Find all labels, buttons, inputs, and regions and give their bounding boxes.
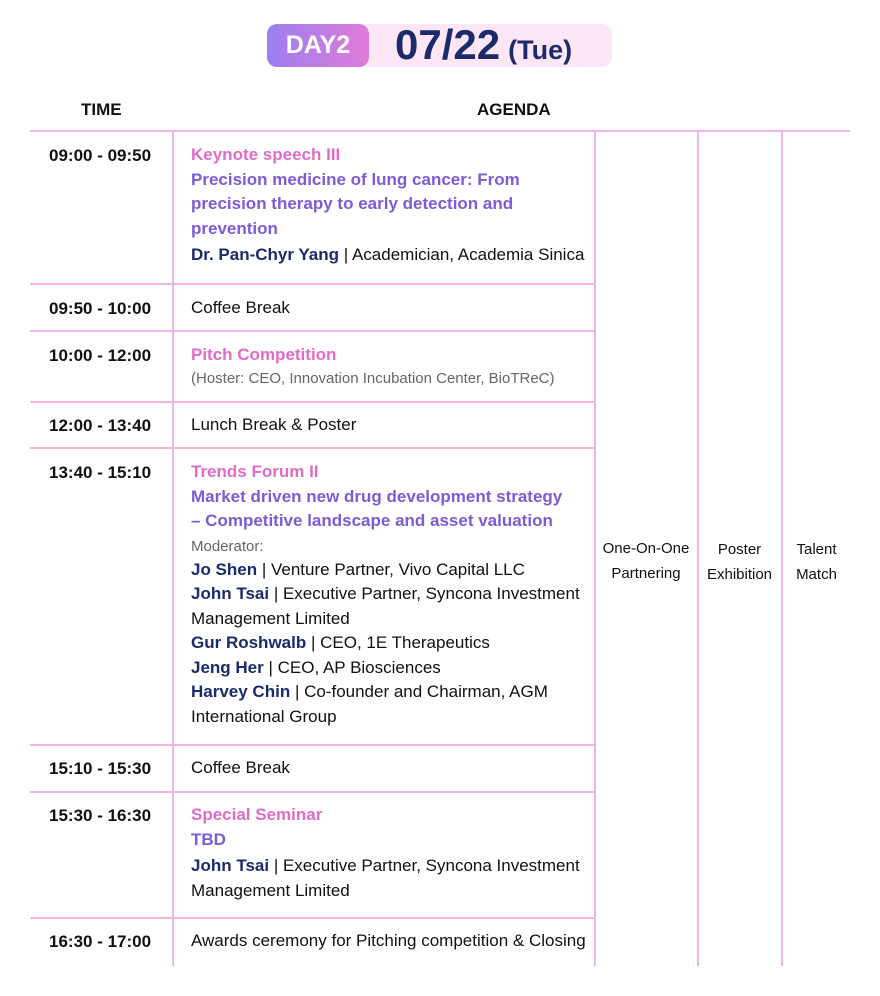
talent-column: [783, 538, 850, 587]
time-slot: 12:00 - 13:40: [49, 416, 152, 435]
session-title: Trends Forum II: [191, 462, 319, 481]
date-heading: [395, 21, 572, 69]
speaker: [191, 656, 591, 681]
session-title: Keynote speech III: [191, 145, 341, 164]
partnering-column: [597, 537, 695, 586]
weekday-text: (Tue): [508, 35, 573, 65]
speaker-title: | Executive Partner, Syncona Investment Management Limited: [191, 856, 580, 900]
agenda-cell: [191, 143, 591, 268]
session-topic-line: Market driven new drug development strategy: [191, 486, 563, 506]
session-note: (Hoster: CEO, Innovation Incubation Center, BioTReC): [191, 369, 555, 387]
agenda-column-header: AGENDA: [477, 100, 551, 119]
session-topic-line: – Competitive landscape and asset valuation: [191, 511, 553, 530]
agenda-column-divider: [594, 130, 596, 966]
speaker-title: | CEO, AP Biosciences: [268, 657, 441, 677]
row-divider: [30, 401, 594, 403]
side-label-line: One-On-One: [602, 540, 690, 557]
time-slot: 16:30 - 17:00: [49, 932, 152, 951]
agenda-cell: [191, 803, 591, 903]
speaker-title: | CEO, 1E Therapeutics: [310, 633, 490, 652]
table-top-border: [30, 130, 850, 132]
speaker: [191, 582, 591, 631]
side-label-line: Partnering: [611, 564, 681, 582]
speaker-title: | Co-founder and Chairman, AGM International Group: [191, 682, 548, 726]
poster-column: [699, 538, 780, 587]
speaker-title: | Executive Partner, Syncona Investment Management Limited: [191, 584, 580, 628]
speaker: [191, 558, 591, 583]
speaker-name: Dr. Pan-Chyr Yang: [191, 245, 340, 264]
time-slot: 09:50 - 10:00: [49, 299, 152, 318]
session-topic: Precision medicine of lung cancer: From precision therapy to early detection and prevention: [191, 169, 520, 238]
speaker-name: John Tsai: [191, 584, 270, 603]
side-label-line: Match: [796, 565, 837, 583]
speaker: [191, 243, 591, 268]
speaker-name: Jo Shen: [191, 559, 258, 579]
date-text: 07/22: [395, 21, 501, 68]
time-slot: 09:00 - 09:50: [49, 146, 152, 165]
row-divider: [30, 917, 594, 919]
time-slot: 10:00 - 12:00: [49, 346, 152, 365]
agenda-cell: [191, 343, 591, 390]
day-label: DAY2: [267, 24, 369, 67]
row-divider: [30, 791, 594, 793]
side-label-line: Talent: [796, 541, 837, 558]
row-divider: [30, 330, 594, 332]
day-header: [267, 21, 612, 68]
time-slot: 13:40 - 15:10: [49, 463, 152, 482]
session-title: Pitch Competition: [191, 345, 337, 364]
agenda-item: Awards ceremony for Pitching competition & Closing: [191, 931, 586, 950]
side-label-line: Exhibition: [706, 565, 773, 583]
side-label-line: Poster: [717, 541, 762, 558]
time-column-divider: [172, 130, 174, 966]
session-title: Special Seminar: [191, 805, 323, 824]
moderator-label: Moderator:: [191, 537, 264, 555]
agenda-item: Coffee Break: [191, 298, 290, 317]
agenda-cell: [191, 460, 591, 729]
row-divider: [30, 283, 594, 285]
speaker: [191, 680, 591, 729]
speaker: [191, 631, 591, 656]
speaker-name: Jeng Her: [191, 657, 264, 677]
speaker-name: Gur Roshwalb: [191, 633, 307, 652]
speaker: [191, 854, 591, 903]
speaker-title: | Academician, Academia Sinica: [343, 245, 585, 264]
agenda-item: Coffee Break: [191, 758, 290, 777]
row-divider: [30, 447, 594, 449]
time-slot: 15:10 - 15:30: [49, 759, 152, 778]
row-divider: [30, 744, 594, 746]
speaker-name: John Tsai: [191, 856, 270, 875]
session-topic: TBD: [191, 829, 226, 849]
time-slot: 15:30 - 16:30: [49, 806, 152, 825]
speaker-name: Harvey Chin: [191, 682, 291, 701]
agenda-item: Lunch Break & Poster: [191, 415, 357, 434]
time-column-header: TIME: [81, 100, 122, 119]
speaker-title: | Venture Partner, Vivo Capital LLC: [261, 559, 525, 579]
